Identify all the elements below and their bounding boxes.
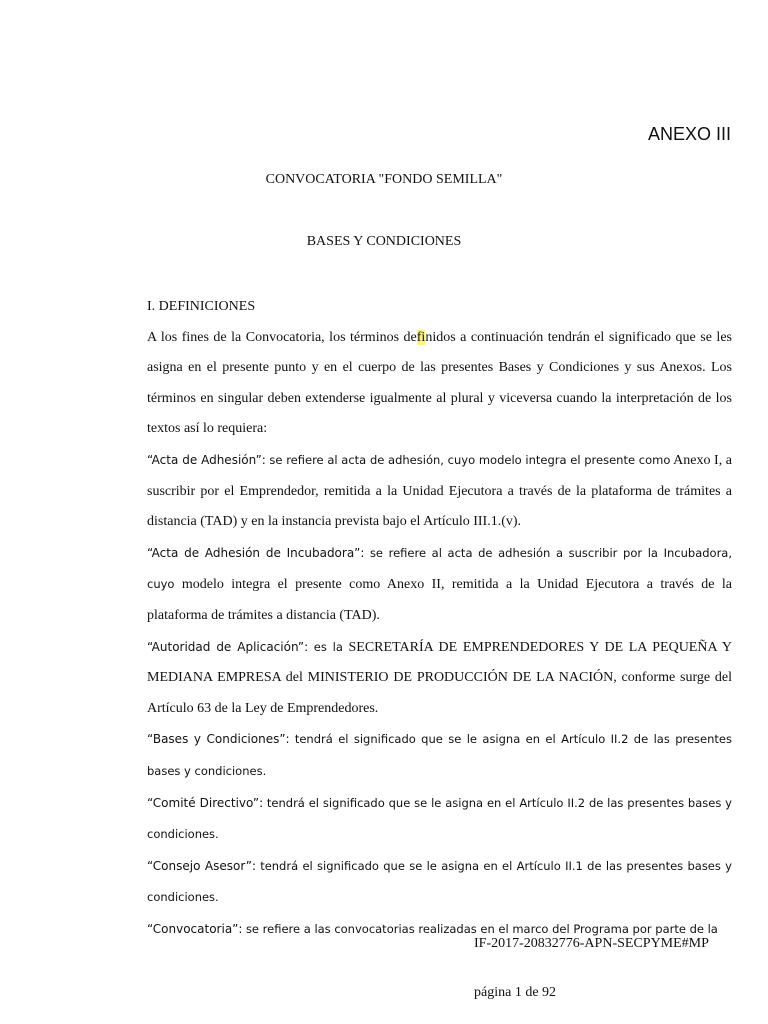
definition-term: “Acta de Adhesión”: [147,452,266,467]
definition-text: SECRETARÍA DE EMPRENDEDORES Y DE LA PEQUEÑA Y MEDIANA EMPRESA del MINISTERIO DE PRODUCCIÓN DE LA NACIÓN, conforme surge del Artículo 63 de la Ley de Emprendedores. [147,639,733,716]
definition-term: “Bases y Condiciones”: [147,732,290,747]
definition-term: “Consejo Asesor”: [147,858,257,873]
convocatoria-title: CONVOCATORIA "FONDO SEMILLA" [265,172,503,187]
definition-term: “Comité Directivo”: [147,795,264,810]
bases-title: BASES Y CONDICIONES [306,234,462,249]
definition-term: “Acta de Adhesión de Incubadora”: [147,545,365,560]
definition-lead: es la [313,639,343,654]
intro-text-end: nidos a continuación tendrán el significado que se les asigna en el presente punto y en el cuerpo de las presentes Bases y Condiciones y sus Anexos. Los términos en singular deben extenderse igualmente al plural y viceversa cuando la interpretación de los textos así lo requiera: [147,329,732,437]
definition-autoridad-aplicacion [147,632,732,725]
definition-text: modelo integra el presente como Anexo II, remitida a la Unidad Ejecutora a través de la plataforma de trámites a distancia (TAD). [147,577,732,623]
definition-lead: tendrá el significado que se le asigna en el Artículo II.1 de las presentes bases y condiciones. [147,858,732,905]
definition-lead: se refiere a las convocatorias realizadas en el marco del Programa por parte de la [245,921,718,936]
definition-lead: se refiere al acta de adhesión, cuyo modelo integra el presente como [269,452,671,467]
definition-term: “Convocatoria”: [147,921,243,936]
definition-lead: se refiere al acta de adhesión a suscribir por la Incubadora, cuyo [147,545,733,592]
page-number: página 1 de 92 [474,985,557,1000]
document-body [147,292,732,945]
definition-acta-adhesion [147,445,732,538]
definition-text: Anexo I, a suscribir por el Emprendedor, remitida a la Unidad Ejecutora a través de la plataforma de trámites a distancia (TAD) y en la instancia prevista bajo el Artículo III.1.(v). [147,452,732,530]
intro-paragraph [147,323,732,445]
intro-text-start: A los fines de la Convocatoria, los términos de [147,329,417,345]
section-heading: I. DEFINICIONES [147,299,256,314]
definition-lead: tendrá el significado que se le asigna en el Artículo II.2 de las presentes bases y condiciones. [147,732,732,778]
annex-label: ANEXO III [647,124,731,144]
definition-bases-condiciones [147,724,732,787]
document-id: IF-2017-20832776-APN-SECPYME#MP [474,936,709,951]
definition-lead: tendrá el significado que se le asigna en el Artículo II.2 de las presentes bases y condiciones. [147,795,732,842]
highlighted-text: fi [416,329,426,345]
definition-term: “Autoridad de Aplicación”: [147,639,309,654]
definition-acta-adhesion-incubadora [147,538,732,632]
definition-consejo-asesor [147,851,732,914]
definition-comite-directivo [147,788,732,851]
